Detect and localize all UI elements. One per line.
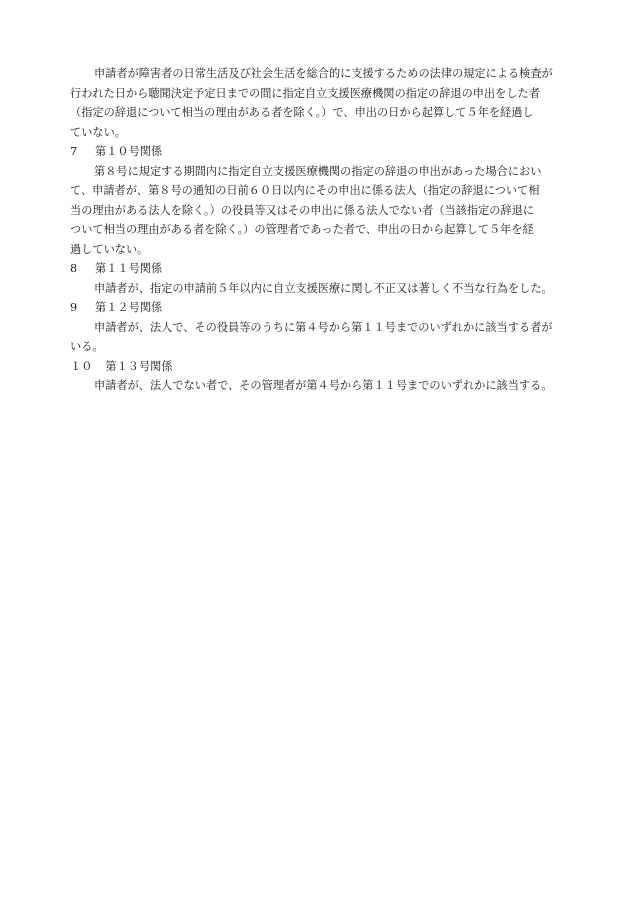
document-body bbox=[70, 64, 570, 396]
item-title: 第１１号関係 bbox=[95, 262, 163, 275]
item-title: 第１０号関係 bbox=[95, 145, 163, 158]
text-line: ついて相当の理由がある者を除く。）の管理者であった者で、申出の日から起算して５年を経 bbox=[70, 223, 534, 236]
text-line: 申請者が、指定の申請前５年以内に自立支援医療に関し不正又は著しく不当な行為をした。 bbox=[94, 281, 553, 295]
text-line: 申請者が、法人で、その役員等のうちに第４号から第１１号までのいずれかに該当する者が bbox=[94, 320, 553, 334]
item-title: 第１２号関係 bbox=[95, 301, 163, 314]
item-paragraph bbox=[70, 162, 570, 260]
item-number: 8 bbox=[70, 262, 78, 275]
item-10 bbox=[70, 357, 570, 396]
text-line: 過していない。 bbox=[70, 242, 149, 256]
item-heading bbox=[70, 142, 570, 162]
text-line: 当の理由がある法人を除く。）の役員等又はその申出に係る法人でない者（当該指定の辞退に bbox=[70, 203, 535, 217]
item-title: 第１３号関係 bbox=[105, 359, 173, 373]
item-7 bbox=[70, 142, 570, 259]
text-line: 申請者が障害者の日常生活及び社会生活を総合的に支援するための法律の規定による検査が bbox=[94, 67, 553, 80]
text-line: て、申請者が、第８号の通知の日前６０日以内にその申出に係る法人（指定の辞退について相 bbox=[70, 184, 540, 197]
item-heading bbox=[70, 357, 570, 377]
text-line: ていない。 bbox=[70, 125, 126, 139]
item-paragraph bbox=[70, 279, 570, 299]
intro-paragraph bbox=[70, 64, 570, 142]
item-8 bbox=[70, 259, 570, 298]
text-line: （指定の辞退について相当の理由がある者を除く。）で、申出の日から起算して５年を経過し bbox=[70, 106, 534, 119]
text-line: 申請者が、法人でない者で、その管理者が第４号から第１１号までのいずれかに該当する。 bbox=[94, 379, 553, 392]
item-heading bbox=[70, 298, 570, 318]
item-number: 7 bbox=[70, 145, 78, 158]
item-heading bbox=[70, 259, 570, 279]
item-number: １０ bbox=[70, 359, 93, 373]
text-line: いる。 bbox=[70, 340, 104, 353]
item-9 bbox=[70, 298, 570, 357]
text-line: 行われた日から聴聞決定予定日までの間に指定自立支援医療機関の指定の辞退の申出をした者 bbox=[70, 86, 540, 100]
item-number: 9 bbox=[70, 301, 78, 314]
item-paragraph bbox=[70, 376, 570, 396]
text-line: 第８号に規定する期間内に指定自立支援医療機関の指定の辞退の申出があった場合におい bbox=[94, 164, 542, 178]
item-paragraph bbox=[70, 318, 570, 357]
